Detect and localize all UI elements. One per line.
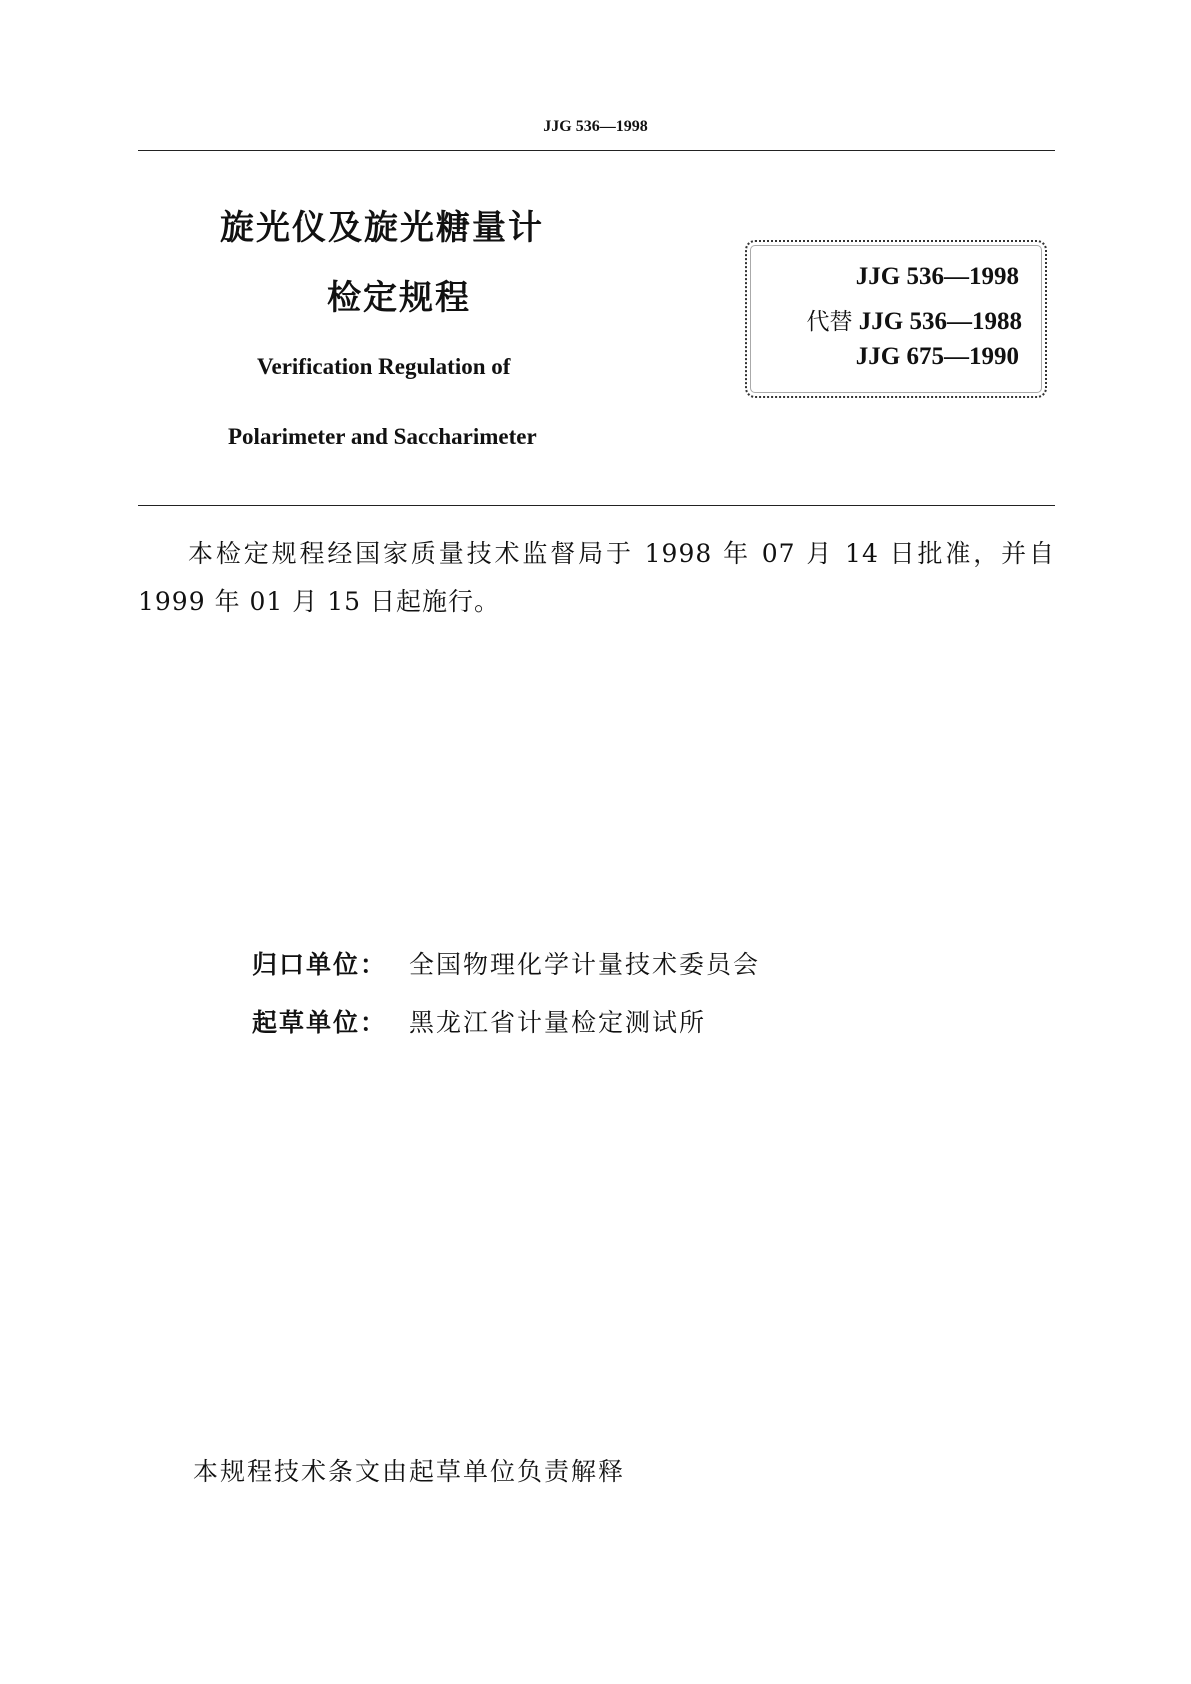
drafting-unit-value: 黑龙江省计量检定测试所	[409, 1008, 707, 1037]
drafting-unit-label: 起草单位：	[252, 1008, 388, 1037]
interpretation-note: 本规程技术条文由起草单位负责解释	[193, 1457, 626, 1486]
responsible-unit-label: 归口单位：	[252, 950, 388, 979]
title-english-line1: Verification Regulation of	[257, 354, 511, 379]
code-replaced-row	[807, 303, 1022, 336]
title-chinese-line1: 旋光仪及旋光糖量计	[220, 208, 544, 248]
responsible-unit-value: 全国物理化学计量技术委员会	[409, 950, 761, 979]
drafting-unit-row	[252, 1003, 706, 1039]
title-rule	[138, 505, 1055, 506]
replaces-label: 代替	[806, 309, 853, 335]
code-replaced-1: JJG 536—1988	[858, 308, 1022, 335]
code-replaced-2: JJG 675—1990	[855, 343, 1019, 370]
responsible-unit-row	[252, 945, 760, 981]
approval-notice: 本检定规程经国家质量技术监督局于 1998 年 07 月 14 日批准，并自 1999 年 01 月 15 日起施行。	[138, 539, 1055, 616]
header-rule	[138, 150, 1055, 151]
title-english-line2: Polarimeter and Saccharimeter	[228, 424, 537, 449]
code-current: JJG 536—1998	[855, 263, 1019, 290]
title-chinese-line2: 检定规程	[327, 278, 471, 318]
running-header: JJG 536—1998	[543, 118, 648, 135]
